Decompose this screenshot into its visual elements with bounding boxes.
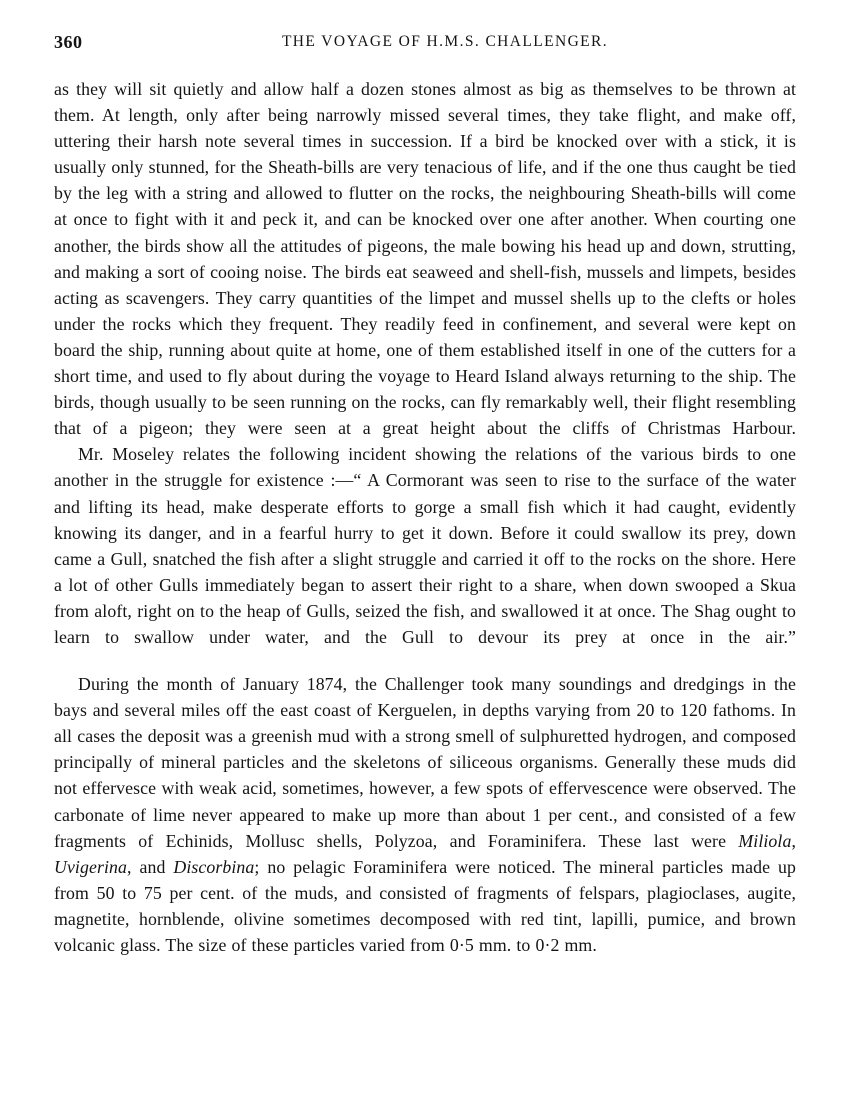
document-page <box>54 28 796 958</box>
separator-2: , and <box>127 856 174 877</box>
deposits-text-end: ; no pelagic Foraminifera were noticed. The mineral particles made up from 50 to 75 per cent. of the muds, and consisted of fragments of felspars, plagioclases, augite, magnetite, hornblende, olivine sometimes decomposed with red tint, lapilli, pumice, and brown volcanic glass. The size of these particles varied from 0·5 mm. to 0·2 mm. <box>54 856 796 955</box>
paragraph-sheath-bills: as they will sit quietly and allow half a dozen stones almost as big as themselves to be thrown at them. At length, only after being narrowly missed several times, they take flight, and make off, uttering their harsh note several times in succession. If a bird be knocked over with a stick, it is usually only stunned, for the Sheath-bills are very tenacious of life, and if the one thus caught be tied by the leg with a string and allowed to flutter on the rocks, the neighbouring Sheath-bills will come at once to fight with it and peck it, and can be knocked over one after another. When courting one another, the birds show all the attitudes of pigeons, the male bowing his head up and down, strutting, and making a sort of cooing noise. The birds eat seaweed and shell-fish, mussels and limpets, besides acting as scavengers. They carry quantities of the limpet and mussel shells up to the clefts or holes under the rocks which they frequent. They readily feed in confinement, and several were kept on board the ship, running about quite at home, one of them established itself in one of the cutters for a short time, and used to fly about during the voyage to Heard Island always returning to the ship. The birds, though usually to be seen running on the rocks, can fly remarkably well, their flight resembling that of a pigeon; they were seen at a great height about the cliffs of Christmas Harbour. <box>54 79 796 439</box>
page-number: 360 <box>54 32 83 52</box>
separator-1: , <box>791 830 796 851</box>
deposits-text-start: During the month of January 1874, the Challenger took many soundings and dredgings in the bays and several miles off the east coast of Kerguelen, in depths varying from 20 to 120 fathoms. In all cases the deposit was a greenish mud with a strong smell of sulphuretted hydrogen, and composed principally of mineral particles and the skeletons of siliceous organisms. Generally these muds did not effervesce with weak acid, sometimes, however, a few spots of effervescence were observed. The carbonate of lime never appeared to make up more than about 1 per cent., and consisted of a few fragments of Echinids, Mollusc shells, Polyzoa, and Foraminifera. These last were <box>54 674 796 851</box>
paragraph-deposits <box>54 671 796 958</box>
paragraph-moseley-quote: Mr. Moseley relates the following incident showing the relations of the various birds to one another in the struggle for existence :—“ A Cormorant was seen to rise to the surface of the water and lifting its head, make desperate efforts to gorge a small fish which it had caught, evidently knowing its danger, and in a fearful hurry to get it down. Before it could swallow its prey, down came a Gull, snatched the fish after a slight struggle and carried it off to the rocks on the shore. Here a lot of other Gulls immediately began to assert their right to a share, when down swooped a Skua from aloft, right on to the heap of Gulls, seized the fish, and swallowed it at once. The Shag ought to learn to swallow under water, and the Gull to devour its prey at once in the air.” <box>54 444 796 647</box>
genus-uvigerina: Uvigerina <box>54 856 127 877</box>
running-title: THE VOYAGE OF H.M.S. CHALLENGER. <box>281 33 609 50</box>
page-header <box>54 28 796 58</box>
genus-miliola: Miliola <box>738 830 792 851</box>
genus-discorbina: Discorbina <box>173 856 255 877</box>
